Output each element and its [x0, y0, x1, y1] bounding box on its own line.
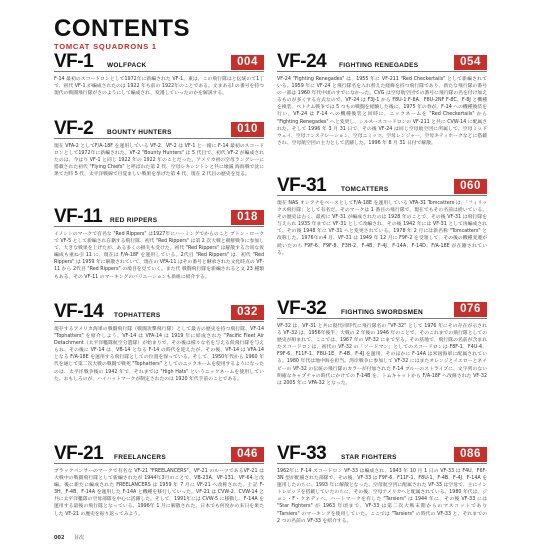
- entry-header: [54, 207, 264, 227]
- page-title: CONTENTS: [54, 15, 190, 42]
- squadron-name: FREELANCERS: [114, 454, 167, 461]
- contents-entry[interactable]: [277, 176, 487, 304]
- page-number-badge[interactable]: 076: [454, 302, 487, 317]
- squadron-code: VF-31: [277, 175, 327, 196]
- page-number-badge[interactable]: 032: [231, 305, 264, 320]
- squadron-name: STAR FIGHTERS: [341, 454, 397, 461]
- entry-header: [54, 444, 264, 464]
- entry-header: [54, 52, 264, 72]
- squadron-name: TOPHATTERS: [114, 312, 161, 319]
- entry-header: [277, 176, 487, 196]
- entry-description: 1962年に F-14 スコードロン VF-33 は編成され、1943 年 10 月 1 日の VF-33 は F4U、F6F-3N 型が配備された部隊で、その後、VF-33 は F9F-6、F11F-1、F8U-1、F-4B、F-4J、F-14A を運用したのちに、1993 年に解散となった。空母航空団に配属された VF-33 は空母で、主にイントレピッドを搭載していたのちに、その後、空母アメリカへと配属されている。1980 年代は、ジョン・F・ケネディへ。ハートマークを有した "Tarsiers" は 1944 年に、その後 VF-33 には "Star Fighters" が 1963 年頃まで、VF-33 は第二次大戦末期からのマスコットであり "Tarsiers" のマーキングを使用していた。ここでは "Tarsiers" の時代の VF-33 と、それまでの 2 つの名前の VF-33 を紹介する。: [277, 469, 487, 524]
- entry-header: [277, 444, 487, 464]
- squadron-code: VF-33: [277, 443, 327, 464]
- entry-description: イノシシのマークで有名な "Red Rippers" は1927年にハーミングでからのこと ブトン・ロークで VF-5 として新編され在籍する飛行隊、初代 "Red Rippers" は第 2 次大戦と朝鮮戦争に参加して、大きな戦果を上げたが、ある多くの損失も受けた。初代 "Red Rippers" は解散する合同な仮編成も重ね引 11 に、現在は F/A-18F を運用している。2代目 "Red Rippers" は、初代 "Red Rippers" は 1959 年に解散されていて、現在の VFA-11 はその番号と継承された文化時点の VF-11 から 2代目 "Red Rippers" の境目を見ていく。また代 戦闘飛行隊を新編されると文 23 種類もある、その VF-11 のマーキングのバリエーションも新組に紹介する。: [54, 232, 264, 280]
- squadron-code: VF-1: [54, 51, 94, 72]
- page-header: [54, 16, 494, 51]
- squadron-name: FIGHTING SWORDSMEN: [341, 309, 423, 316]
- page-number-badge[interactable]: 046: [231, 447, 264, 462]
- entry-description: 現在 VFA-2 としてF/A-18F を運用している VF-2、VF-2 は VF-1 と一緒に F-14 最初のスコードロンとして1972年に新編された。VF-2 "Bounty Hunters" は 5 代目で、初代 VF-2 が編成されたのは、今はり VF-1 と同じ 1922 年の 1922 年のことだった。アメリカ初の空母ラングレーに搭載された初代 "Flying Chiefs" と呼ばれた第 2 代、空母レキシントンと共に壊滅 海海戦で沈に果てた時 5 代、太平洋戦線で目覚ましい戦果を挙げた第 4 代、現在 2 代目の歴史を見る。: [54, 144, 264, 178]
- squadron-code: VF-21: [54, 443, 104, 464]
- page-number-badge[interactable]: 054: [454, 55, 487, 70]
- page-subtitle: TOMCAT SQUADRONS 1: [54, 42, 157, 51]
- page-number-badge[interactable]: 086: [454, 447, 487, 462]
- entry-header: [277, 52, 487, 72]
- squadron-name: BOUNTY HUNTERS: [107, 129, 172, 136]
- page-number-badge[interactable]: 004: [231, 55, 264, 70]
- page-number-badge[interactable]: 060: [454, 179, 487, 194]
- entry-description: 現在 NAS オシアナをベースとしてF/A-18E を運用している VFA-31 Tomcatters は、「フィリックス飛行隊」として有名だ。そのマークは 1 番目の飛行隊で、現在でもその名前は続いている。その歴史は古く、最初に VF-31 が編成されたのは 1928 年のことで、その後 VF-31 は飛行隊を与えられ 1935 年までに VF-31 として改編され、その後 1942 年には VF-31 として再編成されて、その後 1948 年に VF-31 へと変更されている。1978 年 2 月には新名称 "Tomcatters" と改称した。1976年の4 月、VF-31 は 1949 年 12 月に F9F-2 を受領して、その後の機種変遷が続いたのち F9F-6、F9F-8、F3H-2、F-4B、F-4J、F-14A、F-14D、F/A-18E が在籍されている。: [277, 201, 487, 256]
- contents-entry[interactable]: [54, 444, 264, 539]
- entry-description: VF-32 は、VF-31 と共に現代同時代に飛行隊名の "VF-32" として 1976 年にその存在が示される VF-32 は、1956年後半、大戦の 2 年後の 1946 年のことで、そのこれまでの飛行隊としての歴史が組まれて、ここでは、1967 年の VF-32 にまで至る。その基地で、飛行隊の名前が含まれたスコードロンは、初代の VF-32 の「ソードマン」としてのスコードロンは F8F-1、F4U-4、F9F-6、F11F-1、F8U-1E、F-4B、F-4J を運用、そのほかに F-14A は米国海軍に配属されている。1980 年代は地中海を担当。湾岸戦争に参加して VF-32 にはまたオレンジとイエローとネイビーの VF-32 の伝統の飛行隊のカラーが付加された F-14 ブルーのストライプに、文字列のない明確なキャプチャの時代にかけての F-14B を、トムキャットから F/A-18F へ改修された VF-32 は 2005 年に VFA-32 となった。: [277, 324, 487, 386]
- squadron-code: VF-14: [54, 301, 104, 322]
- entry-description: VF-24 "Fighting Renegades" は、1955 年に VF-211 "Red Checkertails" として新編されている。1959 年に VF-24 と飛行隊名を入れ替えた経緯を持つ飛行隊であり、新たな飛行隊の番号の一部は 1960 年代中頃のすでになかった。CVG は空母航空団での番号に飛行隊の名を付け加えるものが多くする方式なので、VF-24 は F3J-1 から F8U-1 F-8A、F8U-2NF F-8C、F-8J と機種を換装、ベトナム戦争では 5 つもの戦闘を経験した後に、1975 年の春が、F-14 への機種換装を行い、VF-24 は F-14 への機種換装と同時に、ニックネームを "Red Checkertails" から "Fighting Renegades" へと変更し、シルスースコードロンの VF-211 と共に CVW-14 に配属された。そして 1996 年 3 月 31 日で、その後 VF-24 は同じ空母航空団に所属して、空母ミッドウェイ、空母コンステレーション、空母ニミッツ、空母レンジャー、空母キティホークなどに搭載され、空母航空団の主力として活躍した。1996 年 8 月 31 日付で解散。: [277, 77, 487, 146]
- squadron-name: RED RIPPERS: [110, 217, 158, 224]
- entry-header: [277, 299, 487, 319]
- contents-grid: [54, 52, 496, 537]
- page-number-badge[interactable]: 010: [231, 122, 264, 137]
- squadron-code: VF-2: [54, 118, 94, 139]
- entry-description: F-14 最初のスコードロンとして1972年に新編された VF-1。東は、この飛行隊はと伝統のて1丁で、初代 VF-1 が編成されたのは 1922 年も前の 1922年のことである。文まあるI の番号を持つ現代の戦闘飛行隊がさのようにして編成され、変遷していったのかを解説する。: [54, 77, 264, 97]
- squadron-code: VF-32: [277, 298, 327, 319]
- entry-header: [54, 302, 264, 322]
- squadron-code: VF-11: [54, 206, 103, 227]
- page-number-badge[interactable]: 018: [231, 210, 264, 225]
- footer-label: 目次: [74, 535, 85, 541]
- contents-entry[interactable]: [277, 299, 487, 434]
- entry-description: 現存するアメリカ海軍の戦闘飛行隊（戦闘攻撃飛行隊）として最古の歴史を持つ飛行隊、VF-14 "Tophatters" を紹介しよう。VF-14 は VFA-14 は 1919 年に結成された "Pacific Fleet Air Detachment（太平洋艦隊航空分遣隊）が始まりで、その後は様々な名を与える仮飛行隊を与えられ、その後に VF-14 は、VB-14 となる F-14 の時代を迎えたが、その後、VF-14 は VFA-14 となる F/A-18E を運用する飛行隊としての位置を保っている。そして、1950年代から 1960 年代を通じて第二次大戦の戦闘で戦死 "Tophatters" としてのニックネームを使用するようになったのは、太平洋戦争後の 1942 年で、それまでは "High Hats" というニックネームを使用していた。おもしろのが、ハイハットマークが制定されたのは 1920 年代手前のことである。: [54, 327, 264, 382]
- squadron-name: FIGHTING RENEGADES: [339, 62, 419, 69]
- squadron-code: VF-24: [277, 51, 327, 72]
- entry-description: ブラックパンサーのマークで有名な VF-21 "FREELANCERS"。VF-21 のルーツであるVF-21 は大戦中の戦闘飛行隊として新編されたが 1944年3月のことで、VB-23A、VF-131、VF-64 と改編。後に新たに編成された FREELANCERS は 1959 年 7 月に VF-21 へ改称された。上記 F-3H、F-4B、F-14A を運用した F-14A と機種を移行していった。VF-21 は CVW-2、CVW-14 と共に太平洋艦隊の空母部隊を中心に活躍した。そして、1991年には CVW-5 に移動し、F-14A を運用する最後の飛行隊となっている。1996年 1 月に解散された。日本でも何度かの来日を果たした VF-21 の歴史を振り返ってみよう。: [54, 469, 264, 517]
- contents-entry[interactable]: [277, 444, 487, 539]
- entry-header: [54, 119, 264, 139]
- footer-page-number: 002: [54, 535, 65, 541]
- squadron-name: WOLFPACK: [107, 62, 147, 69]
- page-footer: [54, 534, 84, 541]
- contents-entry[interactable]: [54, 302, 264, 442]
- squadron-name: TOMCATTERS: [341, 186, 389, 193]
